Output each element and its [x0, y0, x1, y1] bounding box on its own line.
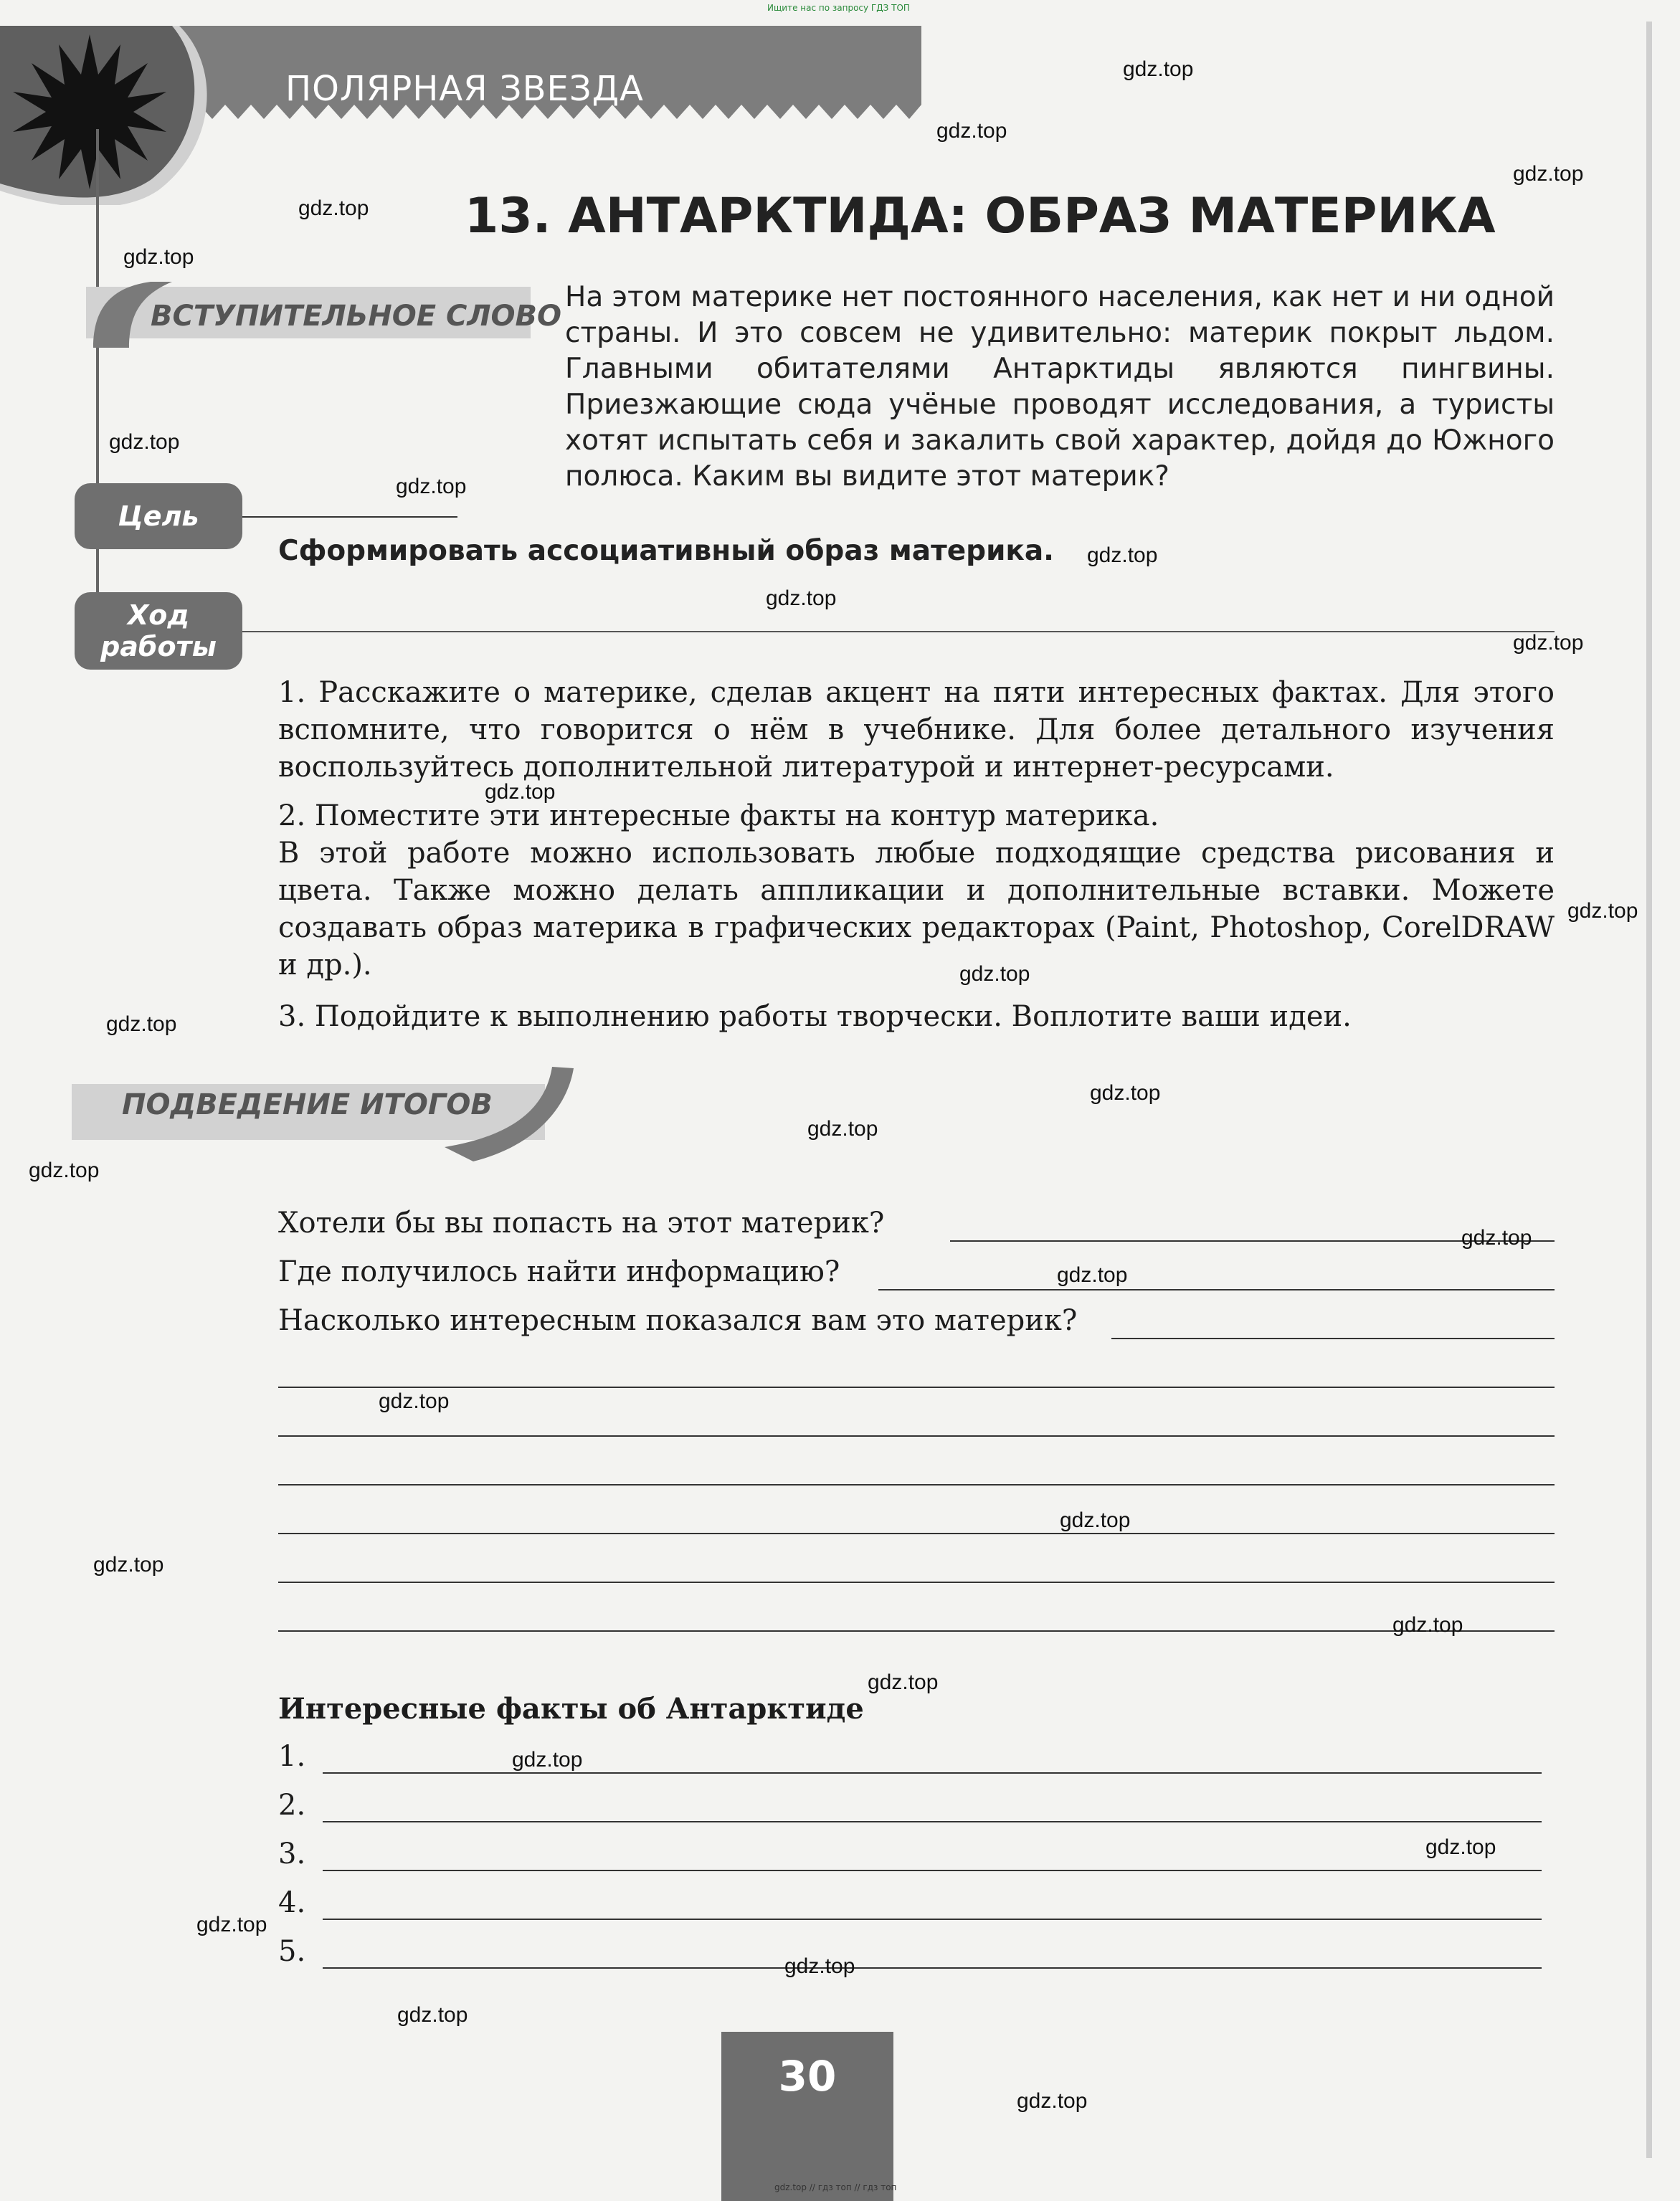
goal-label: Цель: [75, 483, 242, 549]
watermark: gdz.top: [784, 1954, 855, 1978]
question-3: Насколько интересным показался вам это материк?: [278, 1304, 1078, 1337]
watermark: gdz.top: [1090, 1081, 1161, 1105]
watermark: gdz.top: [1567, 899, 1638, 923]
fact-number-1: 1.: [278, 1740, 306, 1773]
question-1: Хотели бы вы попасть на этот материк?: [278, 1207, 885, 1240]
answer-line-2[interactable]: [878, 1289, 1555, 1290]
watermark: gdz.top: [485, 780, 556, 804]
watermark: gdz.top: [1392, 1613, 1463, 1637]
watermark: gdz.top: [512, 1748, 583, 1772]
watermark: gdz.top: [1513, 631, 1584, 655]
answer-line-7[interactable]: [278, 1533, 1555, 1534]
top-note: Ищите нас по запросу ГДЗ ТОП: [767, 3, 910, 13]
series-title: ПОЛЯРНАЯ ЗВЕЗДА: [285, 69, 644, 109]
watermark: gdz.top: [397, 2003, 468, 2027]
question-2: Где получилось найти информацию?: [278, 1255, 840, 1288]
watermark: gdz.top: [959, 962, 1030, 986]
watermark: gdz.top: [1060, 1508, 1131, 1532]
task-2: 2. Поместите эти интересные факты на контур материка.: [278, 799, 1159, 832]
watermark: gdz.top: [93, 1553, 164, 1577]
answer-line-3[interactable]: [1111, 1338, 1555, 1339]
intro-label: ВСТУПИТЕЛЬНОЕ СЛОВО: [151, 300, 562, 333]
fact-number-5: 5.: [278, 1935, 306, 1968]
watermark: gdz.top: [298, 196, 369, 220]
polar-star-icon: [0, 26, 229, 205]
fact-line-3[interactable]: [323, 1870, 1542, 1871]
procedure-label-line2: работы: [100, 631, 217, 662]
page-edge: [1646, 22, 1652, 2158]
fact-number-4: 4.: [278, 1886, 306, 1919]
watermark: gdz.top: [807, 1117, 878, 1141]
procedure-label: [75, 592, 242, 670]
footer-note: gdz.top // гдз топ // гдз топ: [774, 2182, 897, 2192]
watermark: gdz.top: [106, 1012, 177, 1036]
watermark: gdz.top: [868, 1670, 939, 1694]
watermark: gdz.top: [1087, 543, 1158, 567]
fact-number-3: 3.: [278, 1838, 306, 1870]
page-title: 13. АНТАРКТИДА: ОБРАЗ МАТЕРИКА: [465, 188, 1496, 244]
watermark: gdz.top: [1057, 1263, 1128, 1287]
watermark: gdz.top: [396, 475, 467, 498]
goal-line: [242, 516, 457, 518]
watermark: gdz.top: [1425, 1835, 1496, 1859]
fact-number-2: 2.: [278, 1789, 306, 1822]
facts-heading: Интересные факты об Антарктиде: [278, 1692, 864, 1726]
watermark: gdz.top: [379, 1389, 450, 1413]
answer-line-6[interactable]: [278, 1484, 1555, 1485]
fact-line-2[interactable]: [323, 1821, 1542, 1822]
fact-line-1[interactable]: [323, 1772, 1542, 1774]
watermark: gdz.top: [109, 430, 180, 454]
watermark: gdz.top: [123, 245, 194, 269]
answer-line-9[interactable]: [278, 1630, 1555, 1632]
watermark: gdz.top: [1513, 162, 1584, 186]
watermark: gdz.top: [1017, 2089, 1088, 2113]
fact-line-4[interactable]: [323, 1919, 1542, 1920]
fact-line-5[interactable]: [323, 1967, 1542, 1969]
answer-line-4[interactable]: [278, 1387, 1555, 1388]
summary-label: ПОДВЕДЕНИЕ ИТОГОВ: [122, 1088, 493, 1121]
answer-line-5[interactable]: [278, 1435, 1555, 1437]
intro-text: На этом материке нет постоянного населения, как нет и ни одной страны. И это совсем не удивительно: материк покрыт льдом. Главными обитателями Антарктиды являются пингвины. Приезжающие сюда учёные проводят исследования, а туристы хотят испытать себя и закалить свой характер, дойдя до Южного полюса. Каким вы видите этот материк?: [565, 281, 1555, 493]
watermark: gdz.top: [936, 119, 1007, 143]
task-2-note: В этой работе можно использовать любые подходящие средства рисования и цвета. Также можно делать аппликации и дополнительные вставки. Можете создавать образ материка в графических редакторах (Paint, Photoshop, CorelDRAW и др.).: [278, 837, 1555, 981]
page-number: 30: [778, 2052, 837, 2101]
watermark: gdz.top: [29, 1159, 100, 1182]
task-3: 3. Подойдите к выполнению работы творчески. Воплотите ваши идеи.: [278, 1000, 1352, 1033]
task-1: 1. Расскажите о материке, сделав акцент на пяти интересных фактах. Для этого вспомните, что говорится о нём в учебнике. Для более детального изучения воспользуйтесь дополнительной литературой и интернет-ресурсами.: [278, 676, 1555, 784]
watermark: gdz.top: [766, 586, 837, 610]
goal-text: Сформировать ассоциативный образ материка.: [278, 535, 1055, 567]
watermark: gdz.top: [1123, 57, 1194, 81]
procedure-line: [242, 631, 1555, 632]
answer-line-8[interactable]: [278, 1582, 1555, 1583]
watermark: gdz.top: [196, 1913, 267, 1936]
procedure-label-line1: Ход: [127, 599, 190, 631]
watermark: gdz.top: [1461, 1226, 1532, 1250]
